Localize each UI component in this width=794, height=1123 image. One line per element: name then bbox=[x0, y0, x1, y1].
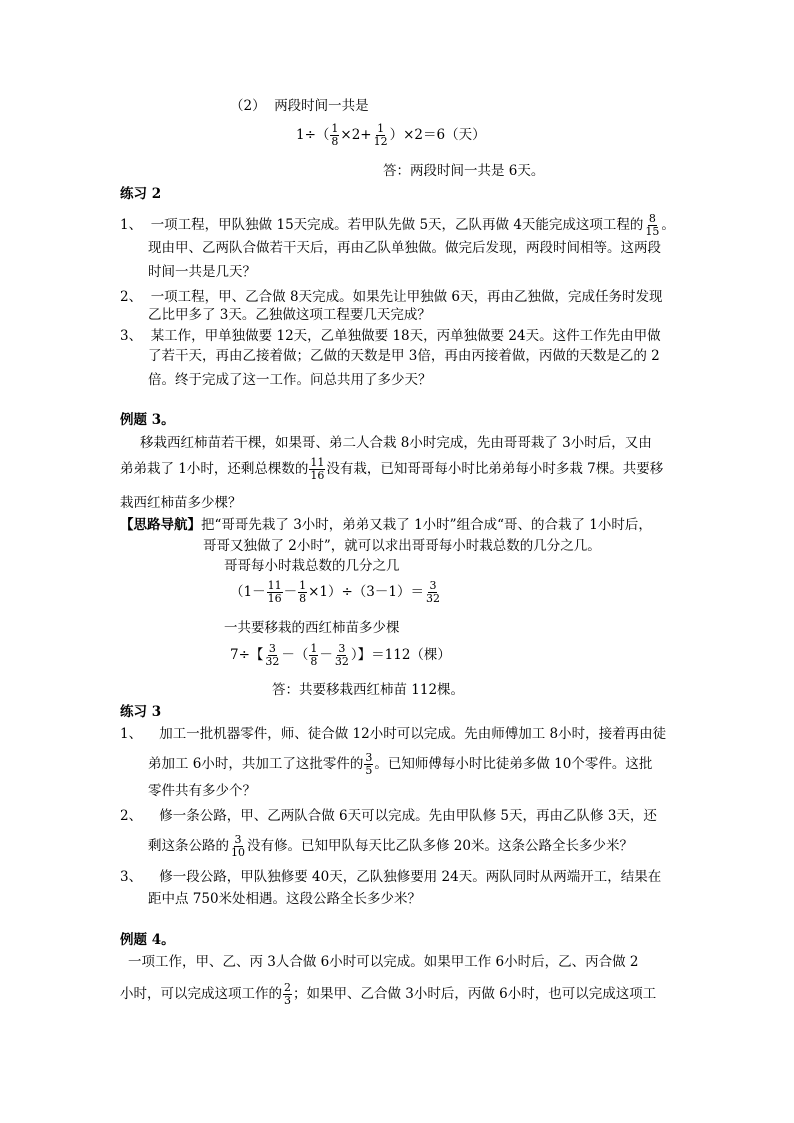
step2-title: 一共要移栽的西红柿苗多少棵 bbox=[224, 620, 400, 636]
question-number: 2、 bbox=[120, 808, 143, 824]
guide-line2: 哥哥又独做了 2小时”，就可以求出哥哥每小时栽总数的几分之几。 bbox=[203, 538, 601, 554]
question-text: 加工一批机器零件，师、徒合做 12小时可以完成。先由师傅加工 8小时，接着再由徒 bbox=[159, 726, 667, 742]
formula-text: － bbox=[319, 647, 333, 663]
paragraph-text: ；如果甲、乙合做 3小时后，丙做 6小时，也可以完成这项工 bbox=[293, 986, 657, 1002]
example-4-line2 bbox=[120, 982, 656, 1007]
example-3-heading: 例题 3。 bbox=[120, 412, 175, 428]
question-text: 没有修。已知甲队每天比乙队多修 20米。这条公路全长多少米？ bbox=[247, 838, 633, 854]
example-3-line3: 栽西红柿苗多少棵？ bbox=[120, 495, 242, 511]
question-text: 剩这条公路的 bbox=[148, 838, 229, 854]
formula-text: ×2+ bbox=[340, 127, 372, 143]
part2-formula bbox=[296, 123, 486, 148]
fraction: $\frac{8}{15}$ bbox=[645, 212, 660, 238]
fraction: $\frac{11}{16}$ bbox=[310, 456, 325, 482]
question-text: 修一条公路，甲、乙两队合做 6天可以完成。先由甲队修 5天，再由乙队修 3天，还 bbox=[159, 808, 657, 824]
fraction: $\frac{3}{32}$ bbox=[265, 642, 280, 668]
formula-text: － bbox=[283, 584, 298, 600]
formula-text: 7÷【 bbox=[230, 647, 264, 663]
question-text: 一项工程，甲队独做 15天完成。若甲队先做 5天，乙队再做 4天能完成这项工程的 bbox=[150, 217, 644, 233]
question-text: 修一段公路，甲队独修要 40天，乙队独修要用 24天。两队同时从两端开工，结果在 bbox=[159, 869, 662, 885]
question-number: 1、 bbox=[120, 217, 143, 233]
fraction: $\frac{1}{8}$ bbox=[331, 122, 339, 148]
example-3-line2 bbox=[120, 457, 663, 482]
part2-heading bbox=[230, 97, 369, 115]
ex3-q2-line1 bbox=[120, 807, 657, 825]
paragraph-text: 弟弟栽了 1小时，还剩总棵数的 bbox=[120, 461, 309, 477]
ex2-q3-line2: 了若干天，再由乙接着做；乙做的天数是甲 3倍，再由丙接着做，丙做的天数是乙的 2 bbox=[148, 348, 660, 364]
fraction: $\frac{1}{8}$ bbox=[299, 579, 307, 605]
ex2-q1-line2: 现由甲、乙两队合做若干天后，再由乙队单独做。做完后发现，两段时间相等。这两段 bbox=[148, 240, 661, 256]
fraction: $\frac{3}{5}$ bbox=[365, 751, 373, 777]
fraction: $\frac{3}{32}$ bbox=[334, 642, 349, 668]
ex2-q1-line1 bbox=[120, 213, 675, 238]
question-text: 某工作，甲单独做要 12天，乙单独做要 18天，丙单独做要 24天。这件工作先由甲做 bbox=[150, 328, 661, 344]
paragraph-text: 没有栽，已知哥哥每小时比弟弟每小时多栽 7棵。共要移 bbox=[326, 461, 664, 477]
question-text: 。 bbox=[661, 217, 675, 233]
guide-line1 bbox=[120, 516, 652, 534]
ex2-q3-line3: 倍。终于完成了这一工作。问总共用了多少天？ bbox=[148, 372, 432, 388]
paragraph-text: 小时，可以完成这项工作的 bbox=[120, 986, 282, 1002]
formula-text: －（ bbox=[281, 647, 309, 663]
ex2-q2-line1 bbox=[120, 288, 662, 306]
question-number: 2、 bbox=[120, 289, 143, 305]
ex3-q1-line2 bbox=[148, 752, 652, 777]
question-number: 3、 bbox=[120, 869, 143, 885]
fraction: $\frac{11}{16}$ bbox=[267, 579, 282, 605]
step1-title: 哥哥每小时栽总数的几分之几 bbox=[224, 558, 400, 574]
step1-formula bbox=[230, 580, 442, 605]
guide-text: 把“哥哥先栽了 3小时，弟弟又栽了 1小时”组合成“哥、的合栽了 1小时后， bbox=[201, 517, 652, 533]
part2-label: （2） bbox=[230, 98, 266, 114]
formula-text: ）×2＝6（天） bbox=[389, 127, 486, 143]
ex3-q1-line1 bbox=[120, 725, 666, 743]
formula-text: 1÷（ bbox=[296, 127, 330, 143]
formula-text: ）】＝112（棵） bbox=[350, 647, 451, 663]
question-text: 弟加工 6小时，共加工了这批零件的 bbox=[148, 756, 364, 772]
fraction: $\frac{1}{8}$ bbox=[310, 642, 318, 668]
question-text: 。已知师傅每小时比徒弟多做 10个零件。这批 bbox=[374, 756, 653, 772]
ex2-q2-line2: 乙比甲多了 3天。乙独做这项工程要几天完成？ bbox=[148, 307, 431, 323]
ex2-q3-line1 bbox=[120, 327, 661, 345]
exercise-2-heading: 练习 2 bbox=[120, 186, 162, 202]
ex3-q1-line3: 零件共有多少个？ bbox=[148, 783, 256, 799]
formula-text: ×1）÷（3－1）＝ bbox=[308, 584, 424, 600]
example-4-heading: 例题 4。 bbox=[120, 932, 175, 948]
ex3-q3-line2: 距中点 750米处相遇。这段公路全长多少米？ bbox=[148, 891, 422, 907]
fraction: $\frac{3}{32}$ bbox=[425, 579, 440, 605]
part2-answer: 答：两段时间一共是 6天。 bbox=[383, 163, 545, 179]
ex2-q1-line3: 时间一共是几天？ bbox=[148, 264, 256, 280]
exercise-3-heading: 练习 3 bbox=[120, 704, 162, 720]
question-text: 一项工程，甲、乙合做 8天完成。如果先让甲独做 6天，再由乙独做，完成任务时发现 bbox=[150, 289, 663, 305]
guide-tag: 【思路导航】 bbox=[120, 517, 201, 533]
question-number: 3、 bbox=[120, 328, 143, 344]
ex3-q2-line2 bbox=[148, 834, 633, 859]
example-4-line1: 一项工作，甲、乙、丙 3人合做 6小时可以完成。如果甲工作 6小时后，乙、丙合做 2 bbox=[128, 954, 639, 970]
fraction: $\frac{3}{10}$ bbox=[231, 833, 245, 859]
example-3-line1: 移栽西红柿苗若干棵，如果哥、弟二人合栽 8小时完成，先由哥哥栽了 3小时后，又由 bbox=[140, 435, 652, 451]
question-number: 1、 bbox=[120, 726, 143, 742]
part2-title: 两段时间一共是 bbox=[274, 98, 369, 114]
step2-formula bbox=[230, 643, 451, 668]
fraction: $\frac{1}{12}$ bbox=[373, 122, 388, 148]
fraction: $\frac{2}{3}$ bbox=[284, 981, 291, 1007]
formula-text: （1－ bbox=[230, 584, 266, 600]
example-3-answer: 答：共要移栽西红柿苗 112棵。 bbox=[272, 682, 465, 698]
ex3-q3-line1 bbox=[120, 868, 661, 886]
